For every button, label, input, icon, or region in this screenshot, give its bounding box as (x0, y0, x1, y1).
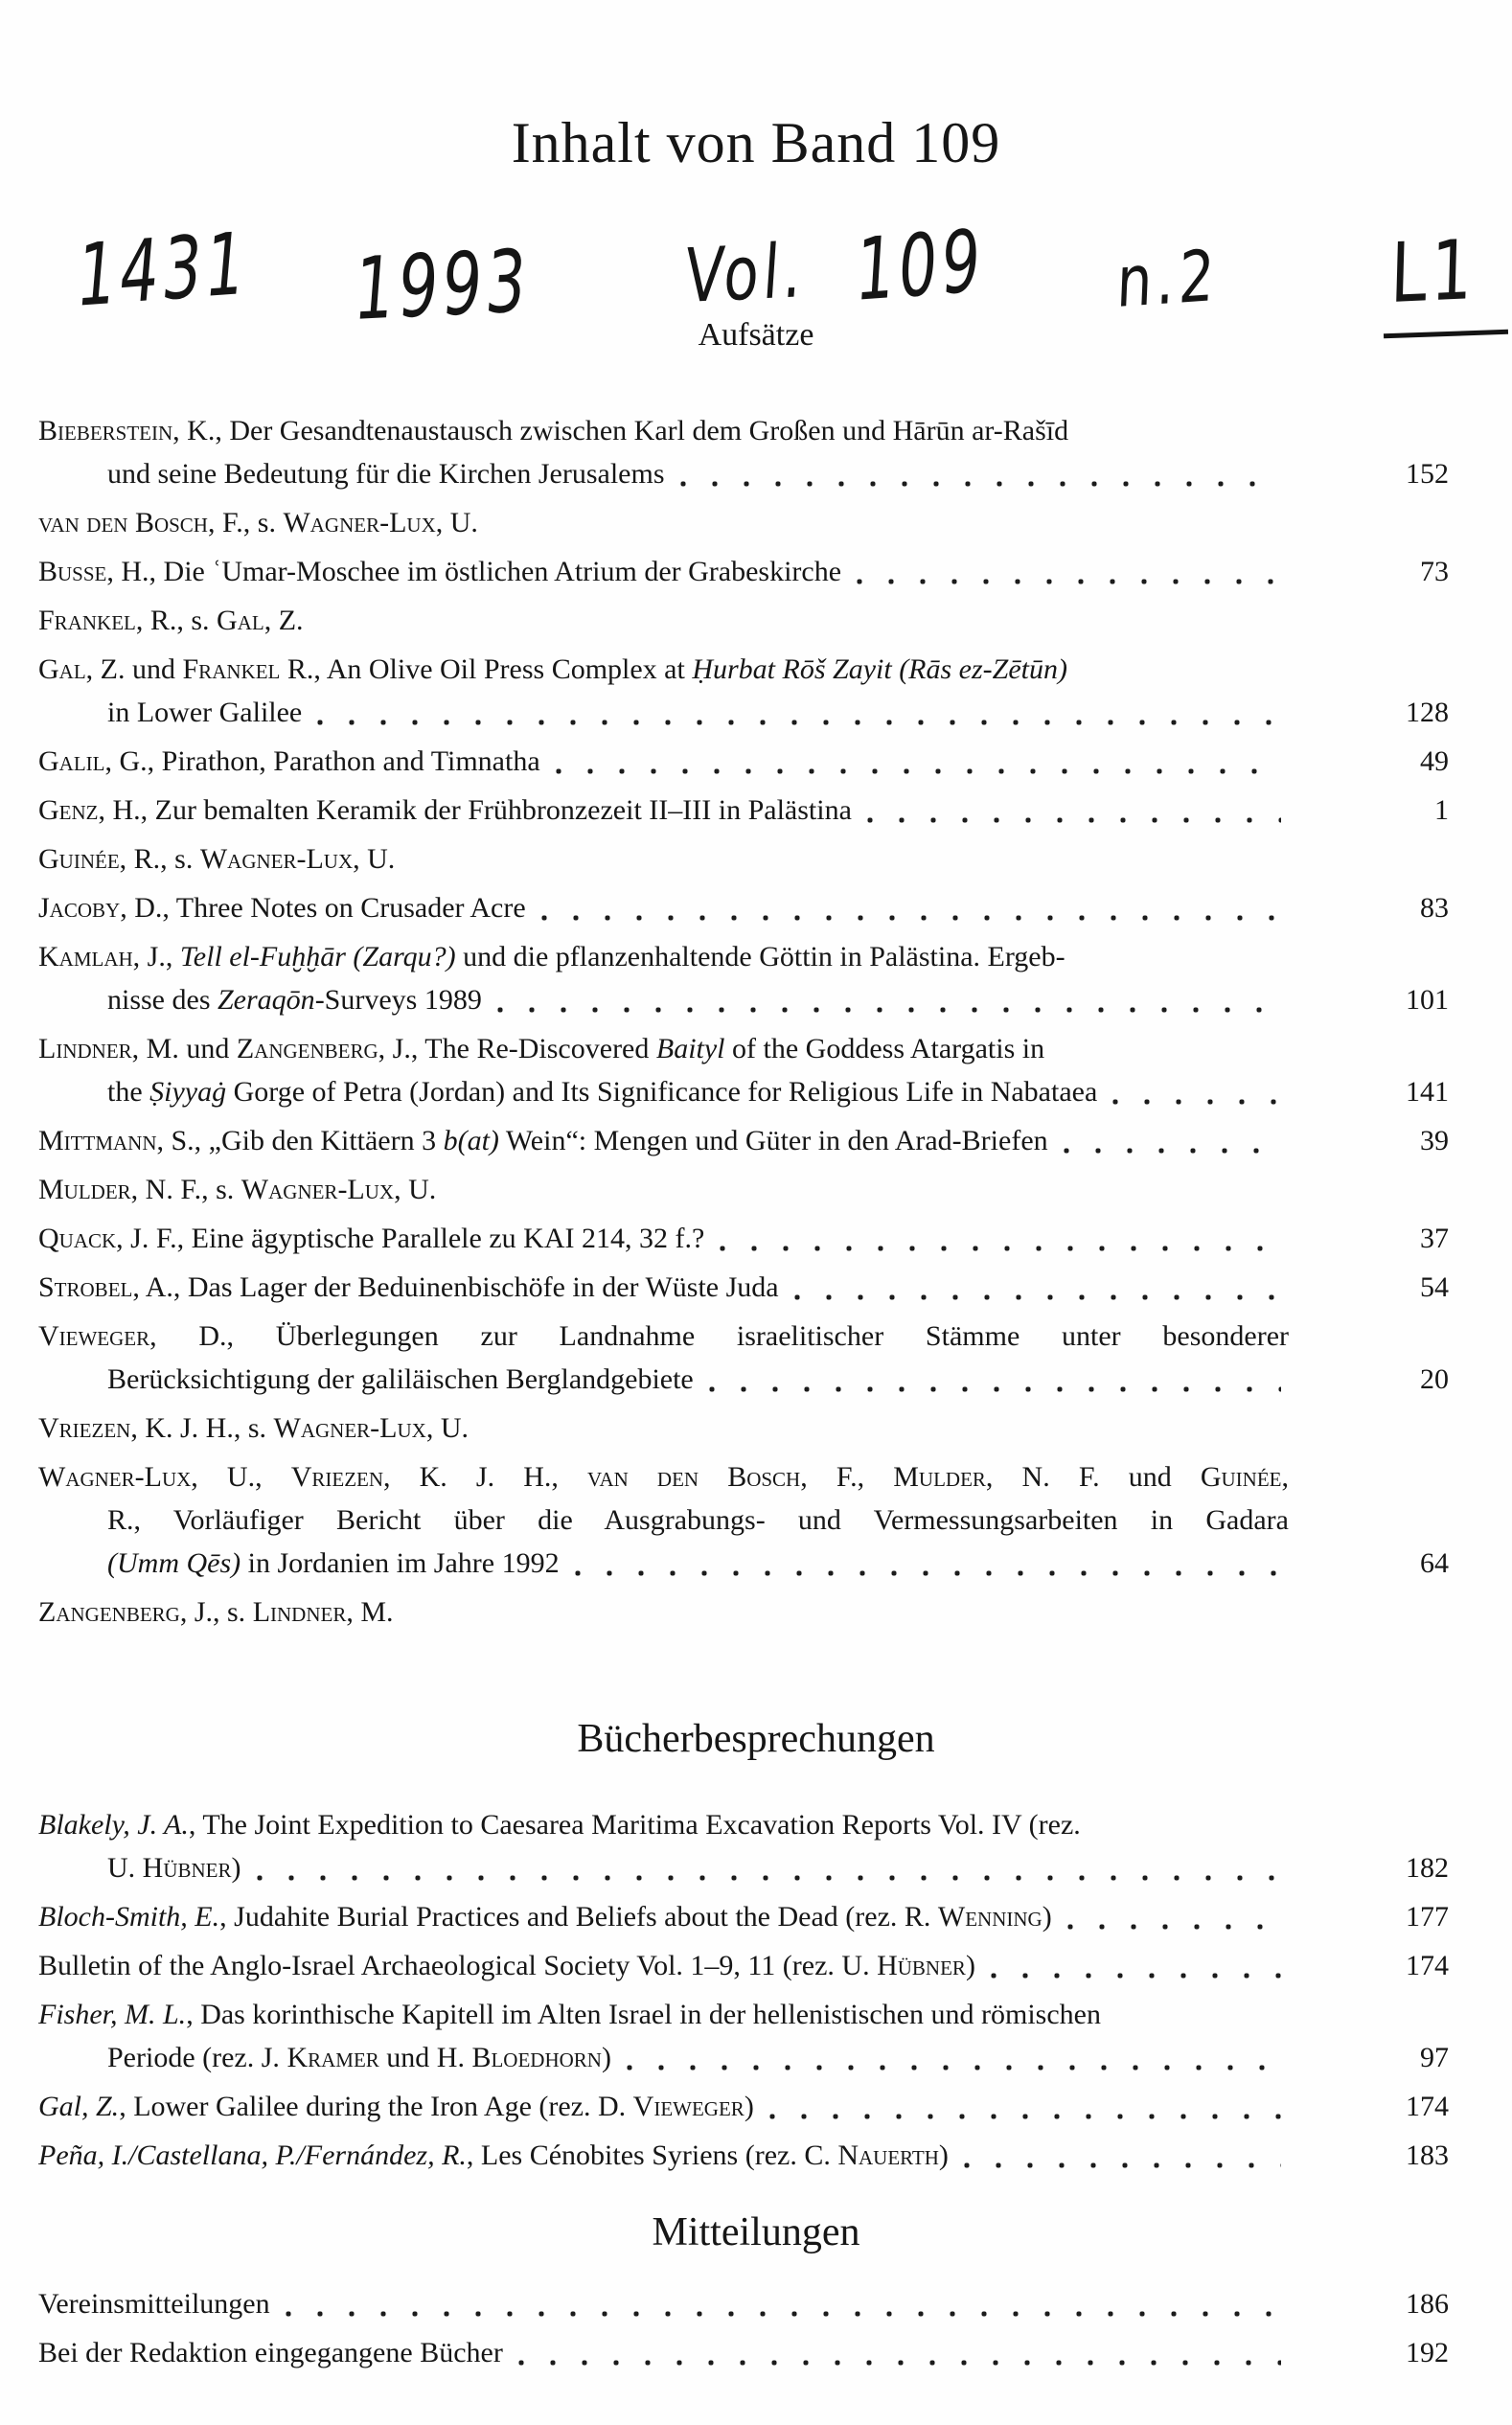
toc-entry (38, 886, 1449, 929)
author-name: van den Bosch (587, 1461, 801, 1493)
dot-leader (1067, 1922, 1281, 1932)
toc-entry (38, 1993, 1449, 2079)
toc-line (38, 648, 1449, 691)
entry-text (38, 2134, 949, 2177)
dot-leader (627, 2063, 1281, 2072)
entry-text-segment: , Les Cénobites Syriens (rez. C. (466, 2139, 838, 2171)
entry-text (107, 1498, 1289, 1542)
dot-leader (541, 913, 1281, 923)
entry-text-segment: , Lower Galilee during the Iron Age (rez. D. (119, 2091, 633, 2122)
entry-text-segment: , K. J. H., s. (130, 1412, 274, 1444)
page-number (1289, 1455, 1449, 1498)
entry-text-segment: ) (744, 2091, 754, 2122)
entry-text (107, 1358, 694, 1401)
toc-entry (38, 1803, 1449, 1889)
author-name: Guinée (38, 843, 120, 875)
toc-line (38, 691, 1449, 734)
author-name: Frankel (38, 605, 136, 636)
toc-line (38, 2282, 1449, 2325)
handwriting-vol-label: Vol. (682, 228, 810, 320)
author-name: van den Bosch (38, 507, 208, 538)
author-name: Kramer (286, 2042, 379, 2073)
page-number (1289, 1315, 1449, 1358)
entry-text-segment: , A., Das Lager der Beduinenbischöfe in der Wüste Juda (132, 1271, 779, 1303)
toc-line (38, 1070, 1449, 1113)
entry-text (107, 1542, 560, 1585)
toc-line (38, 935, 1449, 978)
page-number: 1 (1434, 794, 1449, 826)
section-heading-buecherbesprechungen: Bücherbesprechungen (577, 1717, 935, 1761)
toc-entry (38, 740, 1449, 783)
page-number (1289, 1498, 1449, 1542)
author-name: Galil (38, 745, 105, 777)
italic-title-text: b(at) (443, 1125, 499, 1156)
page-number (1289, 599, 1449, 642)
author-name: Lindner (38, 1033, 132, 1064)
entry-text (38, 1315, 1289, 1358)
dot-leader (857, 577, 1281, 586)
toc-line (38, 1803, 1449, 1846)
page-number: 128 (1406, 697, 1449, 728)
page-number (1289, 1993, 1449, 2036)
toc-entry (38, 1119, 1449, 1162)
toc-entry (38, 1944, 1449, 1987)
entry-text-segment: Berücksichtigung der galiläischen Berglandgebiete (107, 1363, 694, 1395)
toc-entry (38, 2282, 1449, 2325)
dot-leader (991, 1971, 1281, 1980)
toc-line (38, 837, 1449, 881)
entry-text-segment: , The Joint Expedition to Caesarea Maritima Excavation Reports Vol. IV (rez. (188, 1809, 1081, 1841)
dot-leader (575, 1568, 1281, 1578)
toc-line (38, 452, 1449, 495)
entry-text (38, 1803, 1081, 1846)
page-number: 64 (1420, 1547, 1449, 1579)
toc-entry (38, 837, 1449, 881)
toc-entry (38, 935, 1449, 1021)
entry-text (38, 2085, 754, 2128)
entry-text-segment: , D., Überlegungen zur Landnahme israelitischer Stämme unter besonderer (149, 1320, 1289, 1352)
page-number: 152 (1406, 458, 1449, 490)
entry-text (38, 1895, 1052, 1938)
entry-text (38, 501, 478, 544)
handwriting-issue-number: n.2 (1115, 235, 1221, 324)
entry-text-segment: und seine Bedeutung für die Kirchen Jerusalems (107, 458, 665, 490)
dot-leader (556, 766, 1281, 776)
toc-entry (38, 1895, 1449, 1938)
toc-entry (38, 550, 1449, 593)
toc-entry (38, 501, 1449, 544)
toc-line (38, 2331, 1449, 2374)
toc-entry (38, 1168, 1449, 1211)
entry-text-segment: , R., s. (135, 605, 218, 636)
toc-line (38, 1315, 1449, 1358)
italic-title-text: (Umm Qēs) (107, 1547, 241, 1579)
italic-title-text: Fisher, M. L. (38, 1999, 187, 2030)
entry-text (38, 837, 395, 881)
dot-leader (317, 718, 1281, 727)
dot-leader (286, 2309, 1281, 2319)
entry-text-segment: , K. J. H., (383, 1461, 588, 1493)
page-number (1289, 837, 1449, 881)
italic-title-text: Bloch-Smith, E. (38, 1901, 220, 1933)
page-number: 174 (1406, 2091, 1449, 2122)
toc-entry (38, 409, 1449, 495)
dot-leader (680, 479, 1282, 489)
author-name: Mittmann (38, 1125, 157, 1156)
entry-text-segment: , Judahite Burial Practices and Beliefs about the Dead (rez. R. (219, 1901, 938, 1933)
italic-title-text: Gal, Z. (38, 2091, 120, 2122)
italic-title-text: Ḥurbat Rōš Zayit (Rās ez-Zētūn) (692, 653, 1067, 685)
page-number: 37 (1420, 1223, 1449, 1254)
entry-text-segment: , S., „Gib den Kittäern 3 (156, 1125, 444, 1156)
entry-text-segment: , Z. und (85, 653, 183, 685)
entry-text-segment: Bulletin of the Anglo-Israel Archaeological Society Vol. 1–9, 11 (rez. U. (38, 1950, 878, 1981)
entry-text-segment: in Lower Galilee (107, 697, 303, 728)
toc-line (38, 886, 1449, 929)
toc-entry (38, 2085, 1449, 2128)
toc-line (38, 1217, 1449, 1260)
entry-text-segment: , H., Zur bemalten Keramik der Frühbronzezeit II–III in Palästina (98, 794, 852, 826)
entry-text (38, 789, 852, 832)
entry-text-segment: , D., Three Notes on Crusader Acre (120, 892, 526, 924)
entry-text-segment: , F., (800, 1461, 894, 1493)
entry-text-segment: -Surveys 1989 (314, 984, 482, 1016)
entry-text-segment: , U., (191, 1461, 291, 1493)
entry-text (38, 2282, 270, 2325)
entry-text-segment: nisse des (107, 984, 218, 1016)
page-number (1289, 409, 1449, 452)
page-number: 177 (1406, 1901, 1449, 1933)
entry-text-segment: in Jordanien im Jahre 1992 (241, 1547, 560, 1579)
entry-text (107, 452, 665, 495)
page-number (1289, 935, 1449, 978)
author-name: Vieweger (632, 2091, 745, 2122)
page-number (1289, 1803, 1449, 1846)
author-name: Gal (217, 605, 264, 636)
toc-entry (38, 1455, 1449, 1585)
entry-text (107, 1070, 1097, 1113)
entry-text (38, 1944, 975, 1987)
author-name: Mulder (38, 1174, 131, 1205)
entry-text-segment: , F., s. (207, 507, 284, 538)
entry-text-segment: ) (965, 1950, 975, 1981)
page-number: 183 (1406, 2139, 1449, 2171)
entry-text-segment: Gorge of Petra (Jordan) and Its Significance for Religious Life in Nabataea (226, 1076, 1098, 1108)
author-name: Genz (38, 794, 99, 826)
entry-text (107, 691, 302, 734)
author-name: Strobel (38, 1271, 133, 1303)
entry-text-segment: und die pflanzenhaltende Göttin in Palästina. Ergeb- (455, 941, 1065, 972)
entry-text-segment: , U. (394, 1174, 437, 1205)
toc-line (38, 1119, 1449, 1162)
dot-leader (709, 1384, 1281, 1394)
entry-text (38, 935, 1065, 978)
page-number (1289, 1590, 1449, 1634)
entry-text-segment: , (1281, 1461, 1289, 1493)
handwriting-vol-number: 109 (853, 211, 988, 321)
entry-text-segment: , M. und (131, 1033, 237, 1064)
dot-leader (769, 2112, 1281, 2121)
entry-text (38, 409, 1068, 452)
page-number: 174 (1406, 1950, 1449, 1981)
entry-text (38, 1168, 436, 1211)
toc-line (38, 1407, 1449, 1450)
entry-text-segment: Bei der Redaktion eingegangene Bücher (38, 2337, 503, 2368)
toc-entry (38, 1027, 1449, 1113)
page-number (1289, 1168, 1449, 1211)
italic-title-text: Blakely, J. A. (38, 1809, 189, 1841)
toc-entry (38, 1407, 1449, 1450)
italic-title-text: Baityl (655, 1033, 725, 1064)
toc-section-aufsaetze (38, 409, 1449, 1634)
entry-text (38, 1407, 469, 1450)
toc-line (38, 2085, 1449, 2128)
toc-line (38, 1993, 1449, 2036)
toc-line (38, 1498, 1449, 1542)
page-number: 54 (1420, 1271, 1449, 1303)
entry-text-segment: und H. (378, 2042, 472, 2073)
author-name: Wagner-Lux (241, 1174, 395, 1205)
author-name: Vriezen (290, 1461, 384, 1493)
toc-line (38, 599, 1449, 642)
toc-line (38, 1266, 1449, 1309)
entry-text (107, 978, 482, 1021)
toc-entry (38, 1266, 1449, 1309)
toc-entry (38, 1315, 1449, 1401)
page-number: 20 (1420, 1363, 1449, 1395)
toc-entry (38, 1217, 1449, 1260)
italic-title-text: Ṣiyyaġ (149, 1076, 227, 1108)
author-name: Busse (38, 556, 107, 587)
entry-text-segment: ) (601, 2042, 611, 2073)
entry-text-segment: of the Goddess Atargatis in (724, 1033, 1045, 1064)
entry-text (38, 1590, 394, 1634)
entry-text-segment: ) (1042, 1901, 1052, 1933)
toc-entry (38, 2331, 1449, 2374)
entry-text-segment: , Z. (263, 605, 304, 636)
dot-leader (518, 2358, 1281, 2368)
entry-text-segment: , H., Die ʿUmar-Moschee im östlichen Atrium der Grabeskirche (106, 556, 842, 587)
entry-text (107, 2036, 611, 2079)
author-name: Mulder (893, 1461, 986, 1493)
author-name: Lindner (252, 1596, 347, 1628)
page-number (1289, 501, 1449, 544)
author-name: Wagner-Lux (283, 507, 436, 538)
section-heading-aufsaetze: Aufsätze (698, 317, 814, 353)
toc-line (38, 1944, 1449, 1987)
toc-entry (38, 648, 1449, 734)
page-number: 39 (1420, 1125, 1449, 1156)
page-number: 192 (1406, 2337, 1449, 2368)
entry-text-segment: , U. (435, 507, 478, 538)
entry-text-segment: Wein“: Mengen und Güter in den Arad-Briefen (498, 1125, 1048, 1156)
author-name: Hübner (877, 1950, 966, 1981)
entry-text-segment: the (107, 1076, 150, 1108)
entry-text-segment: , Das korinthische Kapitell im Alten Israel in der hellenistischen und römischen (186, 1999, 1101, 2030)
entry-text (38, 886, 526, 929)
author-name: Quack (38, 1223, 117, 1254)
toc-line (38, 1358, 1449, 1401)
page-number: 73 (1420, 556, 1449, 587)
entry-text-segment: , J., s. (179, 1596, 253, 1628)
toc-line (38, 550, 1449, 593)
entry-text (38, 1993, 1101, 2036)
page-number: 49 (1420, 745, 1449, 777)
toc-line (38, 2036, 1449, 2079)
entry-text (38, 1217, 704, 1260)
author-name: Wenning (937, 1901, 1042, 1933)
author-name: Guinée (1200, 1461, 1282, 1493)
entry-text-segment: , R., s. (119, 843, 200, 875)
handwriting-shelf-mark: L1 (1389, 222, 1478, 322)
entry-text (107, 1846, 241, 1889)
dot-leader (964, 2161, 1281, 2170)
page-number: 97 (1420, 2042, 1449, 2073)
toc-entry (38, 789, 1449, 832)
dot-leader (1112, 1097, 1281, 1107)
handwriting-accession-number: 1431 (73, 213, 253, 327)
italic-title-text: Zeraqōn (218, 984, 315, 1016)
page-number: 141 (1406, 1076, 1449, 1108)
author-name: Wagner-Lux (273, 1412, 426, 1444)
author-name: Wagner-Lux (199, 843, 354, 875)
dot-leader (1064, 1146, 1281, 1155)
entry-text (38, 550, 841, 593)
author-name: Bloedhorn (471, 2042, 602, 2073)
author-name: Hübner (142, 1852, 232, 1884)
entry-text-segment: , J., (132, 941, 180, 972)
entry-text (38, 1027, 1044, 1070)
toc-entry (38, 1590, 1449, 1634)
entry-text-segment: R., An Olive Oil Press Complex at (280, 653, 693, 685)
italic-title-text: Tell el-Fuḫḫār (Zarqu?) (179, 941, 456, 972)
toc-line (38, 1168, 1449, 1211)
entry-text-segment: , J., The Re-Discovered (378, 1033, 656, 1064)
toc-line (38, 1590, 1449, 1634)
entry-text-segment: , G., Pirathon, Parathon and Timnatha (104, 745, 540, 777)
toc-line (38, 1846, 1449, 1889)
entry-text-segment: Vereinsmitteilungen (38, 2288, 270, 2320)
entry-text-segment: , J. F., Eine ägyptische Parallele zu KAI 214, 32 f.? (116, 1223, 705, 1254)
entry-text (38, 1266, 779, 1309)
entry-text-segment: , U. (425, 1412, 469, 1444)
toc-line (38, 409, 1449, 452)
toc-line (38, 501, 1449, 544)
author-name: Zangenberg (236, 1033, 378, 1064)
toc-line (38, 978, 1449, 1021)
dot-leader (720, 1244, 1281, 1253)
dot-leader (794, 1293, 1281, 1302)
dot-leader (257, 1873, 1281, 1883)
entry-text (38, 1119, 1048, 1162)
entry-text (38, 1455, 1289, 1498)
section-heading-mitteilungen: Mitteilungen (652, 2210, 860, 2254)
toc-entry (38, 2134, 1449, 2177)
entry-text-segment: ) (938, 2139, 949, 2171)
handwriting-year: 1993 (351, 231, 534, 340)
entry-text-segment: U. (107, 1852, 143, 1884)
page-number: 83 (1420, 892, 1449, 924)
toc-line (38, 1542, 1449, 1585)
author-name: Bieberstein (38, 415, 173, 446)
toc-line (38, 789, 1449, 832)
entry-text (38, 648, 1067, 691)
page-number: 101 (1406, 984, 1449, 1016)
entry-text-segment: ) (231, 1852, 241, 1884)
author-name: Jacoby (38, 892, 121, 924)
toc-line (38, 740, 1449, 783)
author-name: Vieweger (38, 1320, 150, 1352)
toc-line (38, 1895, 1449, 1938)
author-name: Frankel (182, 653, 281, 685)
author-name: Gal (38, 653, 86, 685)
entry-text-segment: R., Vorläufiger Bericht über die Ausgrabungs- und Vermessungsarbeiten in Gadara (107, 1504, 1289, 1536)
page-title: Inhalt von Band 109 (511, 111, 1001, 174)
toc-line (38, 1455, 1449, 1498)
page-number (1289, 1027, 1449, 1070)
dot-leader (497, 1005, 1281, 1015)
page-number: 186 (1406, 2288, 1449, 2320)
author-name: Kamlah (38, 941, 133, 972)
entry-text-segment: , N. F., s. (130, 1174, 241, 1205)
author-name: Zangenberg (38, 1596, 180, 1628)
page-number: 182 (1406, 1852, 1449, 1884)
toc-section-mitteilungen (38, 2282, 1449, 2374)
italic-title-text: Peña, I./Castellana, P./Fernández, R. (38, 2139, 467, 2171)
entry-text (38, 740, 540, 783)
author-name: Vriezen (38, 1412, 131, 1444)
author-name: Wagner-Lux (38, 1461, 192, 1493)
dot-leader (867, 815, 1281, 825)
entry-text (38, 599, 304, 642)
page-number (1289, 648, 1449, 691)
entry-text-segment: , M. (346, 1596, 394, 1628)
entry-text-segment: , U. (353, 843, 396, 875)
entry-text-segment: , N. F. und (985, 1461, 1201, 1493)
toc-line (38, 1027, 1449, 1070)
author-name: Nauerth (837, 2139, 939, 2171)
entry-text-segment: Periode (rez. J. (107, 2042, 287, 2073)
entry-text-segment: , K., Der Gesandtenaustausch zwischen Karl dem Großen und Hārūn ar-Rašīd (172, 415, 1069, 446)
page-number (1289, 1407, 1449, 1450)
toc-section-buecherbesprechungen (38, 1803, 1449, 2177)
toc-entry (38, 599, 1449, 642)
entry-text (38, 2331, 503, 2374)
toc-line (38, 2134, 1449, 2177)
